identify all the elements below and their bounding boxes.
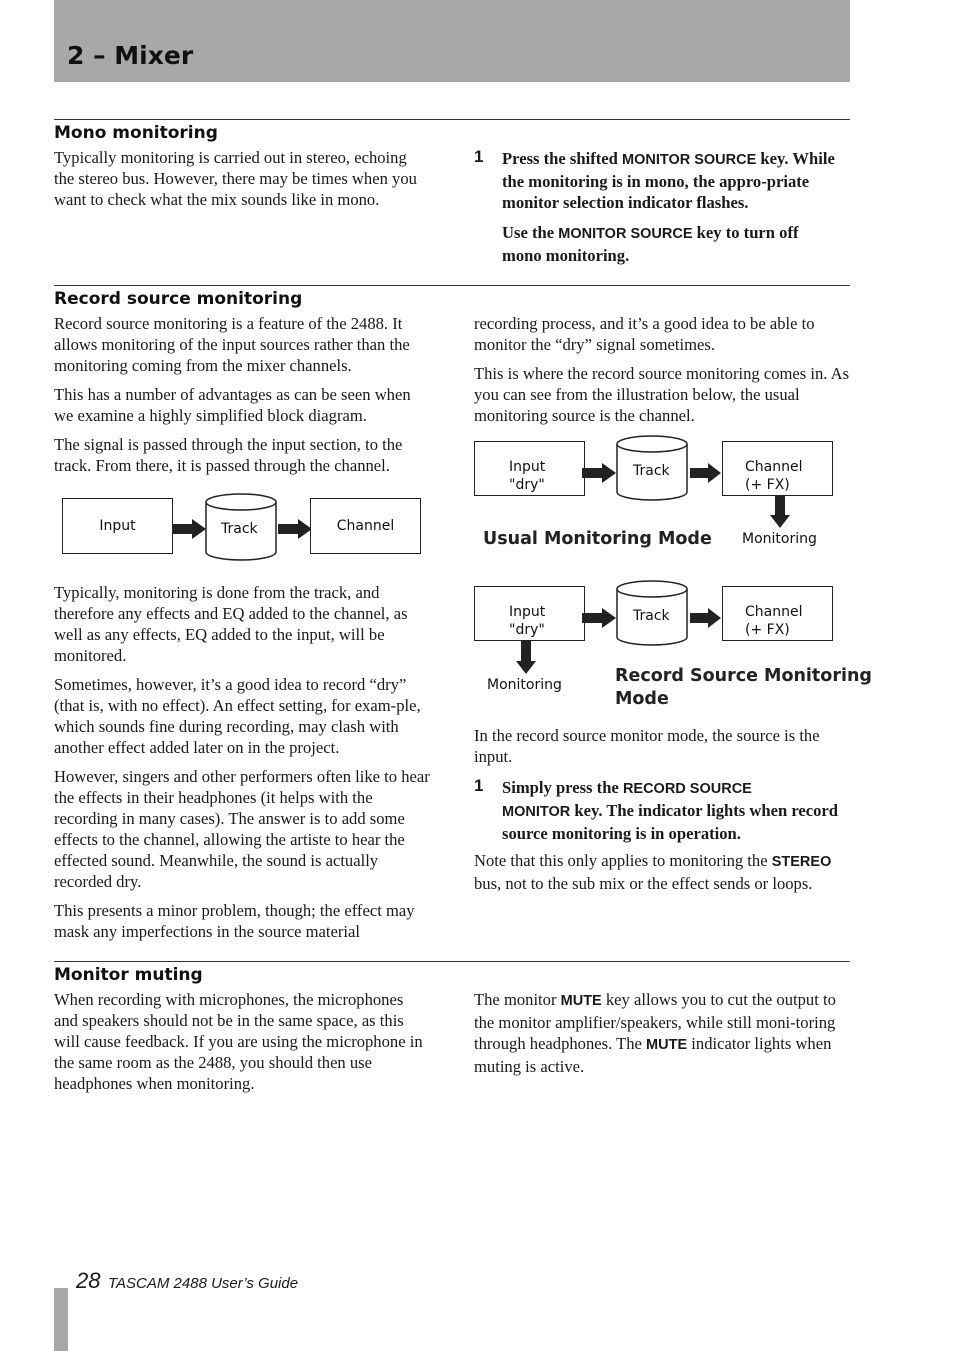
key-name: MONITOR [502,804,571,820]
key-name: MUTE [560,993,602,1009]
key-name: MUTE [646,1037,688,1053]
guide-title: TASCAM 2488 User’s Guide [108,1275,299,1292]
mono-step-instruction: Press the shifted MONITOR SOURCE key. While the monitoring is in mono, the appro-priate monitor selection indicator flashes. [502,149,835,212]
paragraph: Note that this only applies to monitoring the STEREO bus, not to the sub mix or the effect sends or loops. [474,851,832,893]
monitoring-label: Monitoring [487,677,562,693]
track-label: Track [633,608,670,624]
channel-fx-box: Channel (+ FX) [722,586,833,641]
section-heading-monitor-muting: Monitor muting [54,965,203,985]
mono-body [54,147,430,210]
record-source-note [474,850,850,894]
section-divider [54,285,850,286]
step-number: 1 [474,147,484,166]
paragraph: This is where the record source monitoring comes in. As you can see from the illustration below, the usual monitoring source is the channel. [474,364,850,425]
paragraph: recording process, and it’s a good idea to be able to monitor the “dry” signal sometimes. [474,314,815,354]
monitoring-label: Monitoring [742,531,817,547]
down-arrow [515,641,537,676]
paragraph: Typically, monitoring is done from the track, and therefore any effects and EQ added to the channel, as well as any effects, EQ added to the input, will be monitored. [54,583,408,665]
track-label: Track [633,463,670,479]
track-label: Track [221,521,258,537]
diagram-caption: Record Source Monitoring Mode [615,666,872,709]
record-source-left-bottom [54,582,430,942]
paragraph: The signal is passed through the input section, to the track. From there, it is passed through the channel. [54,435,403,475]
paragraph: In the record source monitor mode, the source is the input. [474,726,820,766]
paragraph: However, singers and other performers often like to hear the effects in their headphones (it helps with the recording in many cases). The answer is to add some effects to the channel, allowing the artiste to hear the effected sound. Meanwhile, the sound is actually recorded dry. [54,767,430,891]
paragraph: Typically monitoring is carried out in stereo, echoing the stereo bus. However, there may be times when you want to check what the mix sounds like in mono. [54,148,417,209]
muting-left [54,989,430,1094]
section-heading-record-source: Record source monitoring [54,289,303,309]
mono-step-note: Use the MONITOR SOURCE key to turn off mono monitoring. [502,223,799,265]
paragraph: Sometimes, however, it’s a good idea to record “dry” (that is, with no effect). An effect setting, for exam-ple, which sounds fine during recording, may clash with another effect added later on in the project. [54,675,421,757]
section-divider [54,961,850,962]
paragraph: This presents a minor problem, though; the effect may mask any imperfections in the source material [54,901,415,941]
key-name: STEREO [771,854,832,870]
step-number: 1 [474,776,484,795]
record-source-left-top [54,313,430,476]
paragraph: This has a number of advantages as can be seen when we examine a highly simplified block diagram. [54,385,411,425]
key-name: RECORD SOURCE [622,781,752,797]
down-arrow [769,495,791,530]
channel-fx-box: Channel (+ FX) [722,441,833,496]
muting-right [474,989,850,1077]
record-source-right-bottom [474,725,850,767]
paragraph: The monitor MUTE key allows you to cut the output to the monitor amplifier/speakers, while still moni-toring through headphones. The MUTE indicator lights when muting is active. [474,990,836,1076]
footer-tab-bar [54,1288,68,1351]
paragraph: Record source monitoring is a feature of the 2488. It allows monitoring of the input sources rather than the monitoring coming from the mixer channels. [54,314,410,375]
input-box: Input [62,498,173,554]
input-dry-box: Input "dry" [474,441,585,496]
chapter-title: 2 – Mixer [67,41,194,70]
record-source-step-instruction: Simply press the RECORD SOURCE MONITOR key. The indicator lights when record source monitoring is in operation. [502,778,839,843]
key-name: MONITOR SOURCE [622,152,757,168]
channel-box: Channel [310,498,421,554]
diagram-caption: Usual Monitoring Mode [483,529,712,549]
section-heading-mono: Mono monitoring [54,123,218,143]
section-divider [54,119,850,120]
page-number: 28 [76,1268,101,1293]
record-source-right-top [474,313,850,426]
input-dry-box: Input "dry" [474,586,585,641]
key-name: MONITOR SOURCE [558,226,693,242]
paragraph: When recording with microphones, the microphones and speakers should not be in the same space, as this will cause feedback. If you are using the microphone in the same room as the 2488, you should then use headphones when monitoring. [54,990,423,1093]
